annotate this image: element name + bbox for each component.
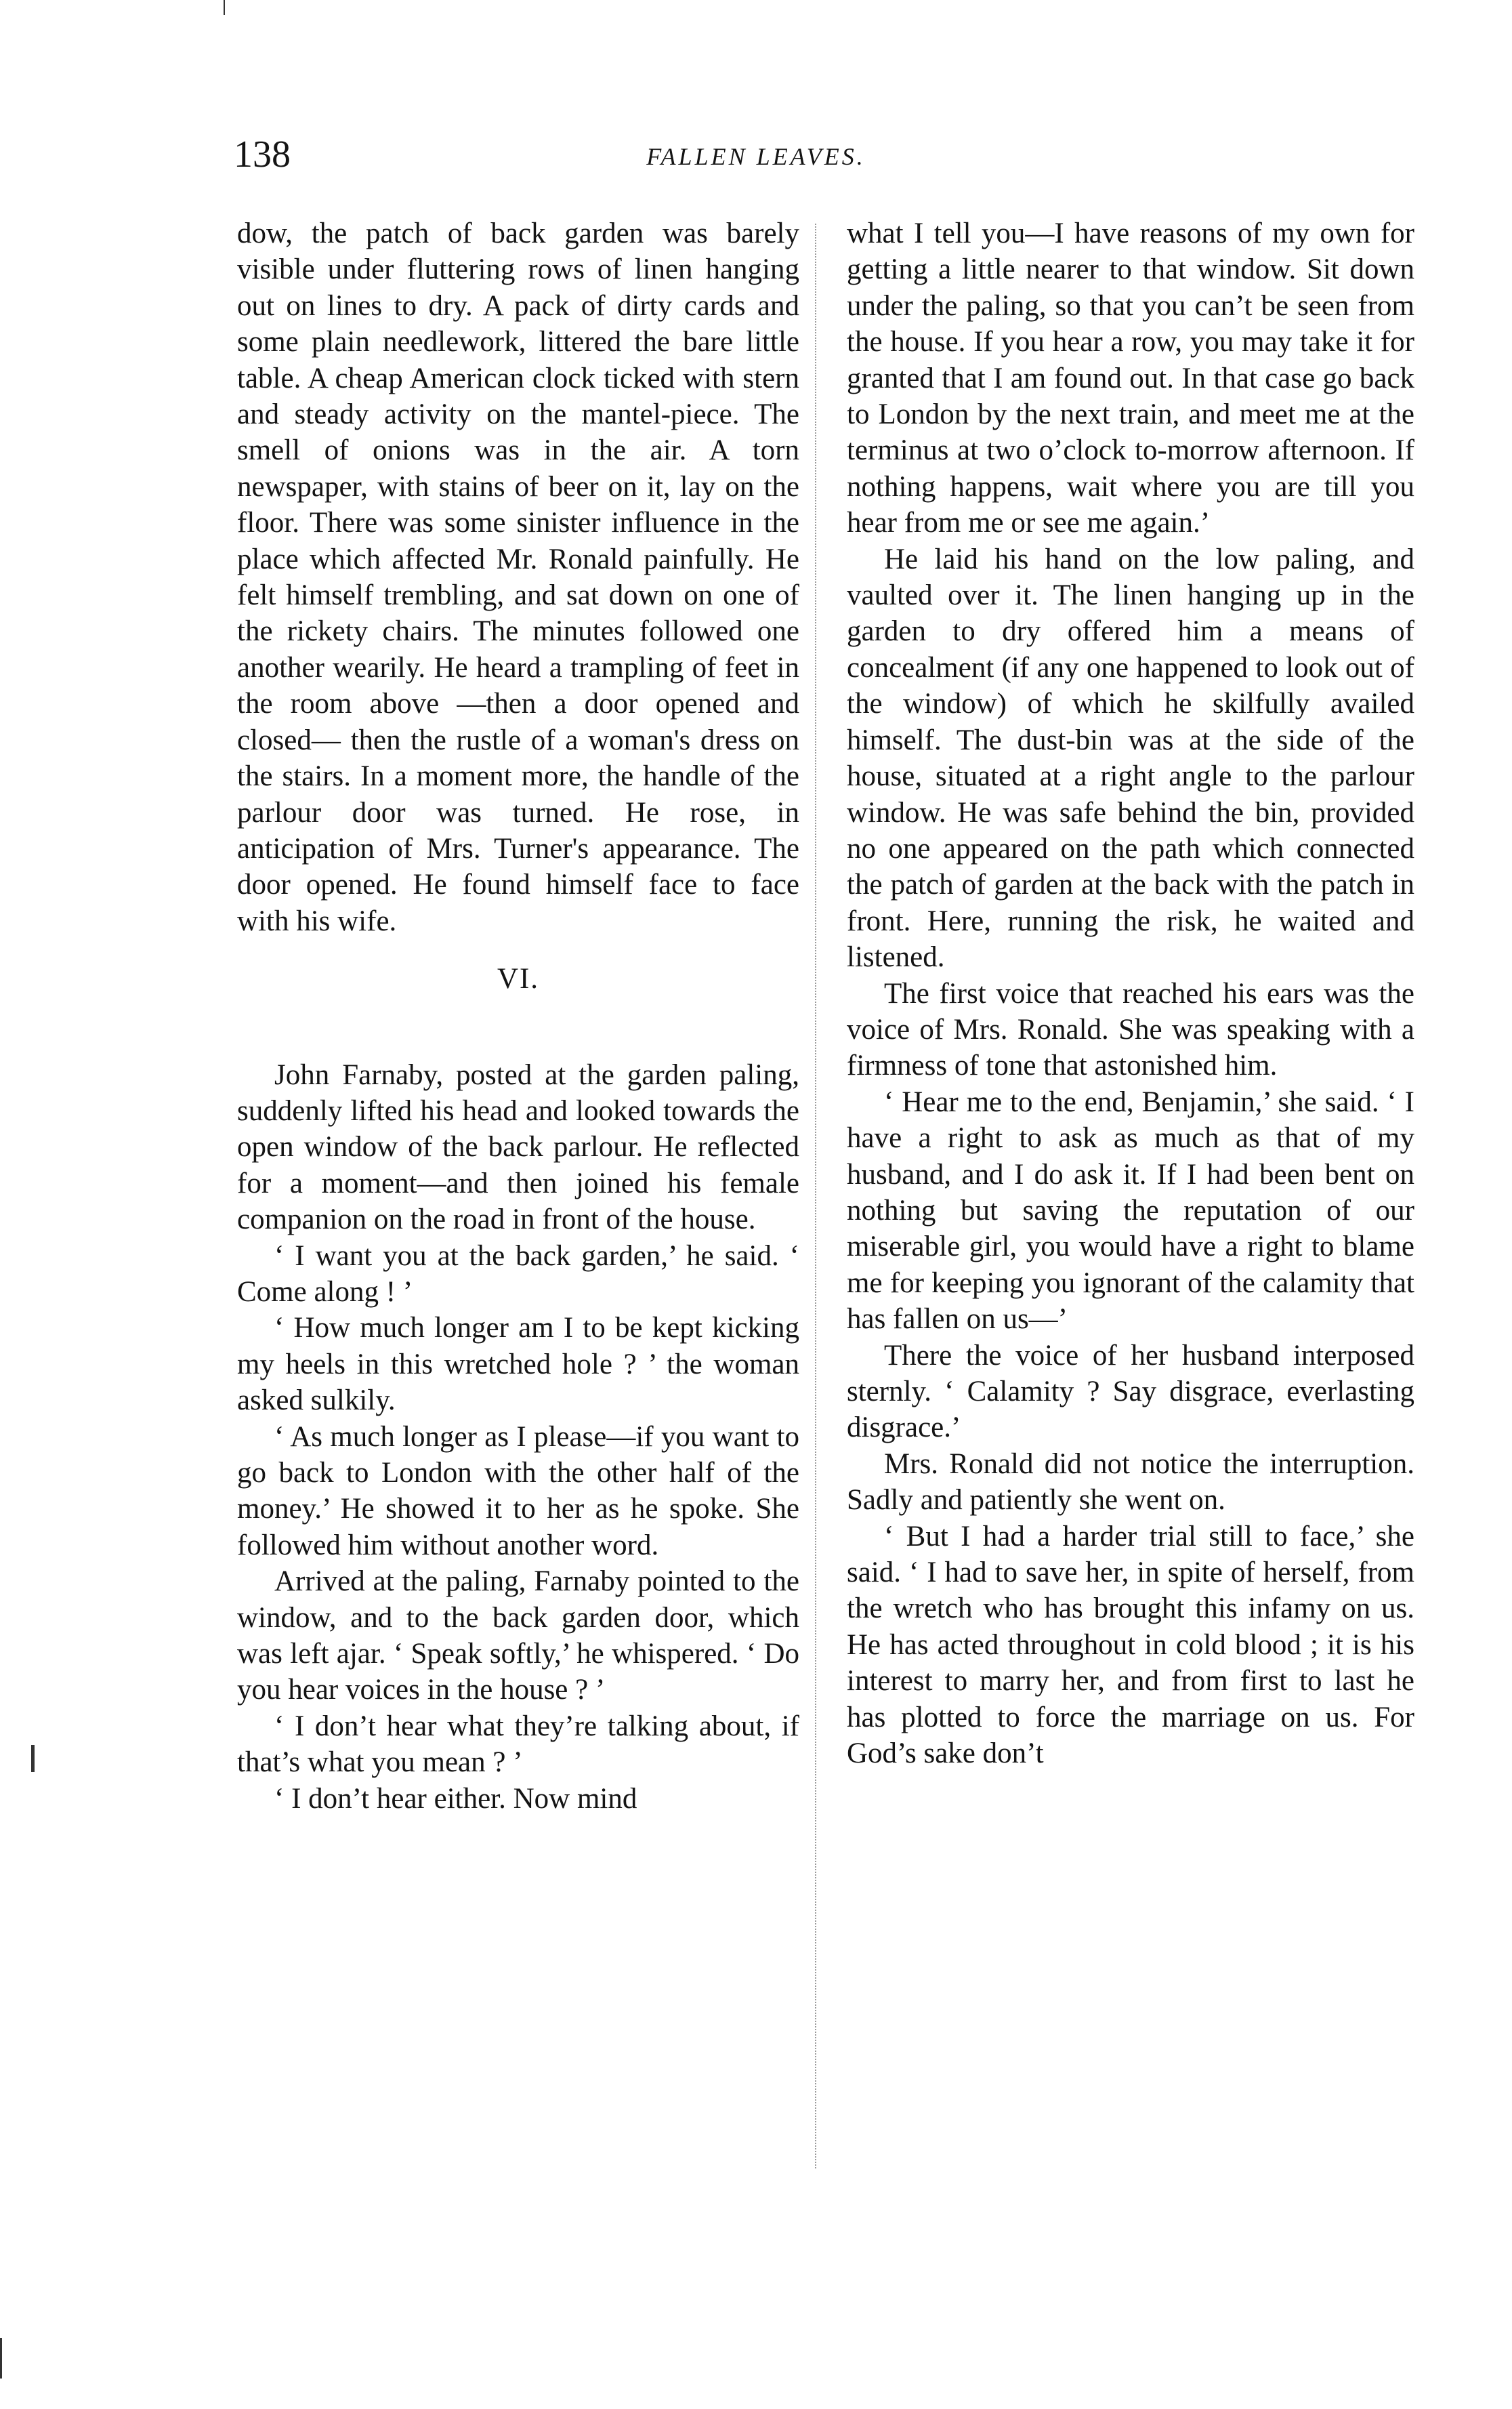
paragraph: John Farnaby, posted at the garden paling, suddenly lifted his head and looked towards the open window of the back parlour. He reflected for a moment—and then joined his female companion on the road in front of the house. [237, 1058, 799, 1236]
paragraph: ‘ As much longer as I please—if you want to go back to London with the other half of the money.’ He showed it to her as he spoke. She followed him without another word. [237, 1420, 799, 1561]
paragraph: ‘ I want you at the back garden,’ he said. ‘ Come along ! ’ [237, 1239, 799, 1308]
paragraph: The first voice that reached his ears was the voice of Mrs. Ronald. She was speaking with a firmness of tone that astonished him. [847, 977, 1414, 1082]
chapter-heading: VI. [497, 963, 540, 995]
margin-mark-top [224, 0, 225, 15]
page-number: 138 [234, 133, 291, 176]
paragraph: Arrived at the paling, Farnaby pointed to the window, and to the back garden door, which was left ajar. ‘ Speak softly,’ he whispered. ‘ Do you hear voices in the house ? ’ [237, 1565, 799, 1706]
margin-mark-left [31, 1745, 35, 1772]
margin-mark-left-lower [0, 2338, 2, 2379]
paragraph: ‘ I don’t hear what they’re talking about, if that’s what you mean ? ’ [237, 1710, 799, 1779]
paragraph: He laid his hand on the low paling, and vaulted over it. The linen hanging up in the garden to dry offered him a means of concealment (if any one happened to look out of the window) of which he skilfully availed himself. The dust-bin was at the side of the house, situated at a right angle to the parlour window. He was safe behind the bin, provided no one appeared on the path which connected the patch of garden at the back with the patch in front. Here, running the risk, he waited and listened. [847, 543, 1414, 974]
paragraph: dow, the patch of back garden was barely visible under fluttering rows of linen hanging out on lines to dry. A pack of dirty cards and some plain needlework, littered the bare little table. A cheap American clock ticked with stern and steady activity on the mantel-piece. The smell of onions was in the air. A torn newspaper, with stains of beer on it, lay on the floor. There was some sinister influence in the place which affected Mr. Ronald painfully. He felt himself trembling, and sat down on one of the rickety chairs. The minutes followed one another wearily. He heard a trampling of feet in the room above —then a door opened and closed— then the rustle of a woman's dress on the stairs. In a moment more, the handle of the parlour door was turned. He rose, in anticipation of Mrs. Turner's appearance. The door opened. He found himself face to face with his wife. [237, 218, 799, 937]
paragraph: ‘ I don’t hear either. Now mind [274, 1782, 637, 1815]
paragraph: ‘ How much longer am I to be kept kicking my heels in this wretched hole ? ’ the woman asked sulkily. [237, 1312, 799, 1417]
running-title: FALLEN LEAVES. [646, 143, 866, 170]
column-gutter-rule [815, 224, 816, 2168]
paragraph: ‘ Hear me to the end, Benjamin,’ she said. ‘ I have a right to ask as much as that of my husband, and I do ask it. If I had been bent on nothing but saving the reputation of our miserable girl, you would have a right to blame me for keeping you ignorant of the calamity that has fallen on us—’ [847, 1086, 1414, 1336]
paragraph: There the voice of her husband interposed sternly. ‘ Calamity ? Say disgrace, everlasting disgrace.’ [847, 1339, 1414, 1444]
right-column [847, 215, 1414, 1771]
left-column [237, 215, 799, 1817]
paragraph: ‘ But I had a harder trial still to face,’ she said. ‘ I had to save her, in spite of herself, from the wretch who has brought this infamy on us. He has acted throughout in cold blood ; it is his interest to marry her, and from first to last he has plotted to force the marriage on us. For God’s sake don’t [847, 1520, 1414, 1770]
paragraph: what I tell you—I have reasons of my own for getting a little nearer to that window. Sit down under the paling, so that you can’t be seen from the house. If you hear a row, you may take it for granted that I am found out. In that case go back to London by the next train, and meet me at the terminus at two o’clock to-morrow afternoon. If nothing happens, wait where you are till you hear from me or see me again.’ [847, 218, 1414, 539]
paragraph: Mrs. Ronald did not notice the interruption. Sadly and patiently she went on. [847, 1447, 1414, 1517]
